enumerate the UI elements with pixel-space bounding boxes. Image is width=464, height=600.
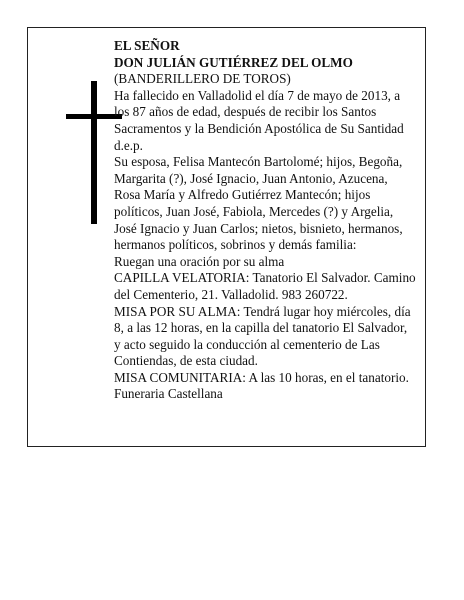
funeral-mass-info: MISA POR SU ALMA: Tendrá lugar hoy miércoles, día 8, a las 12 horas, en la capilla del tanatorio El Salvador, y acto seguido la conducción al cementerio de Las Contiendas, de esta ciudad. <box>114 303 411 369</box>
notice-title: EL SEÑOR <box>114 38 180 53</box>
rip-abbreviation: d.e.p. <box>114 137 143 153</box>
prayer-request: Ruegan una oración por su alma <box>114 253 285 269</box>
wake-chapel-info: CAPILLA VELATORIA: Tanatorio El Salvador. Camino del Cementerio, 21. Valladolid. 983 260722. <box>114 270 416 302</box>
obituary-text <box>114 38 416 403</box>
community-mass-info: MISA COMUNITARIA: A las 10 horas, en el tanatorio. <box>114 369 409 385</box>
cross-vertical-bar <box>91 81 97 224</box>
funeral-home: Funeraria Castellana <box>114 386 223 402</box>
deceased-name: DON JULIÁN GUTIÉRREZ DEL OLMO <box>114 54 353 70</box>
family-list: Su esposa, Felisa Mantecón Bartolomé; hijos, Begoña, Margarita (?), José Ignacio, Juan Antonio, Azucena, Rosa María y Alfredo Gutiérrez Mantecón; hijos políticos, Juan José, Fabiola, Mercedes (?) y Argelia, José Ignacio y Juan Carlos; nietos, bisnieto, hermanos, hermanos políticos, sobrinos y demás familia: <box>114 154 403 253</box>
death-statement: Ha fallecido en Valladolid el día 7 de mayo de 2013, a los 87 años de edad, después de recibir los Santos Sacramentos y la Bendición Apostólica de Su Santidad <box>114 87 404 136</box>
deceased-occupation: (BANDERILLERO DE TOROS) <box>114 71 291 87</box>
